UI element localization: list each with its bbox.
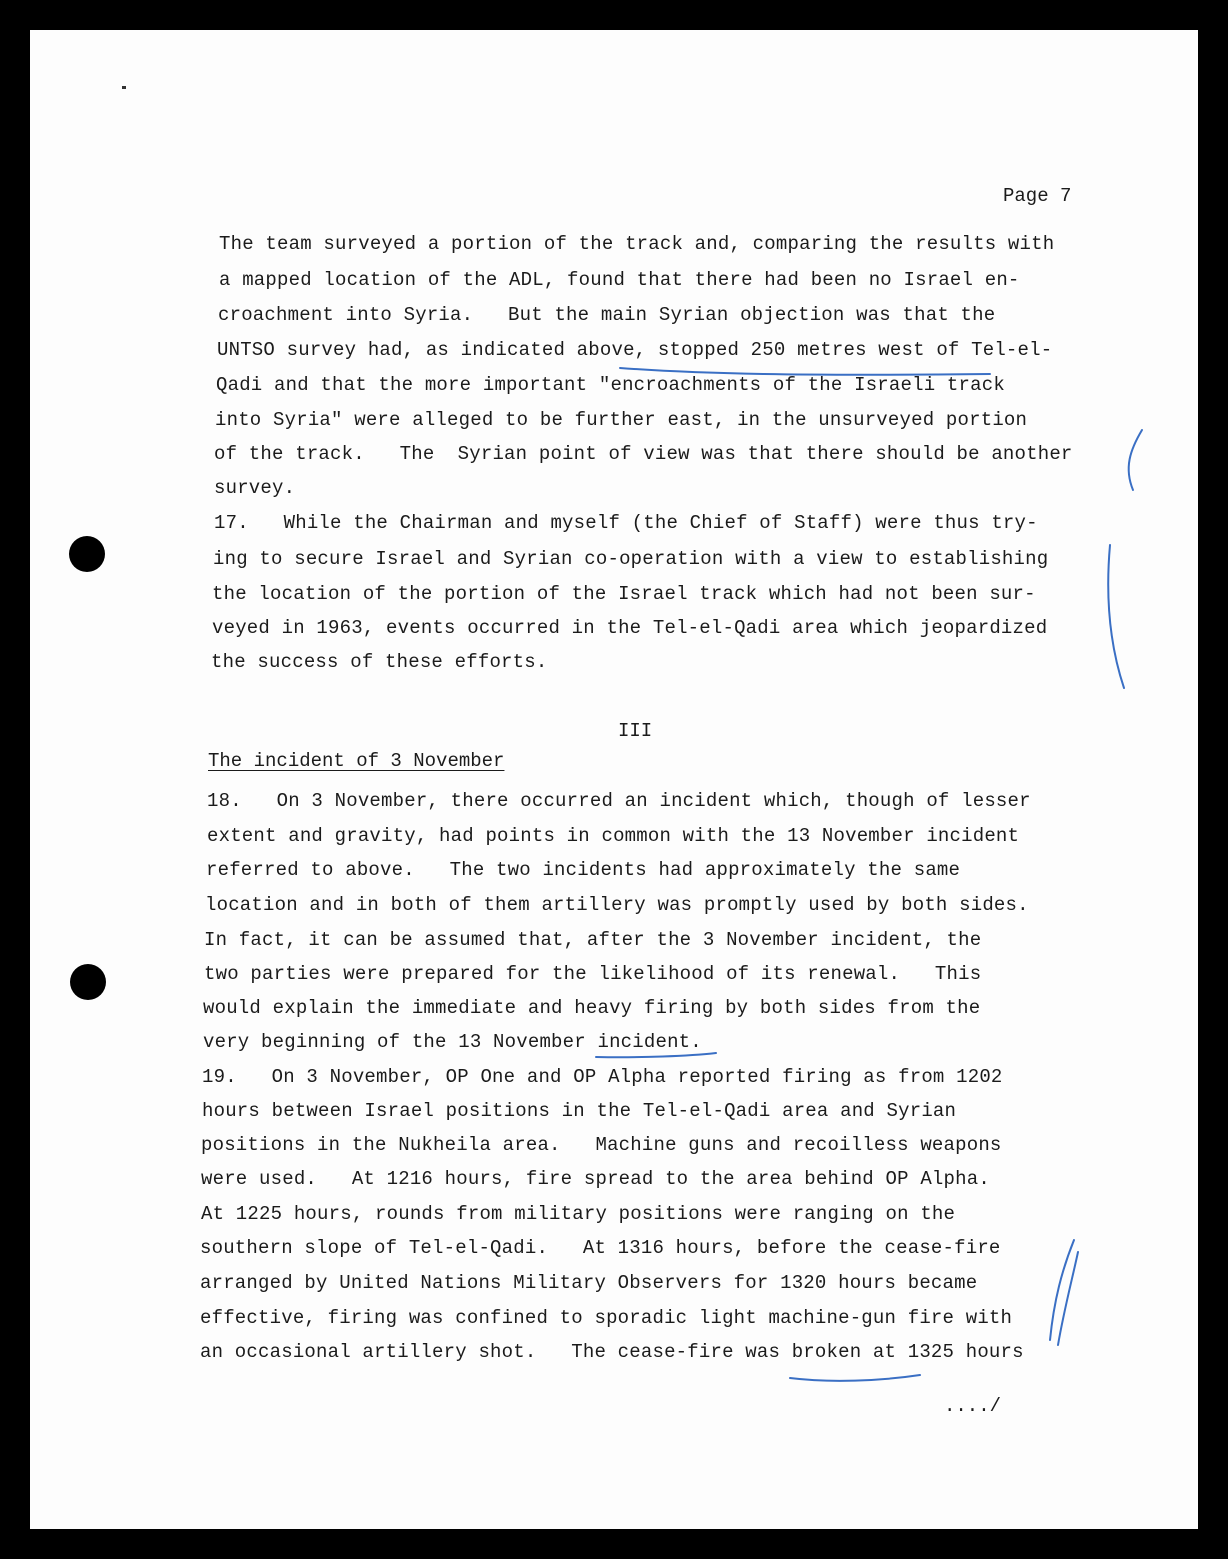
text-line: would explain the immediate and heavy firing by both sides from the: [203, 997, 981, 1019]
page-number: Page 7: [1003, 185, 1072, 207]
pen-margin-bracket-upper: [1129, 430, 1142, 490]
text-line: two parties were prepared for the likelihood of its renewal. This: [204, 963, 982, 985]
text-line: veyed in 1963, events occurred in the Tel-el-Qadi area which jeopardized: [212, 617, 1048, 639]
text-line: a mapped location of the ADL, found that there had been no Israel en-: [219, 269, 1020, 291]
text-line: positions in the Nukheila area. Machine guns and recoilless weapons: [201, 1134, 1002, 1156]
text-line: of the track. The Syrian point of view was that there should be another: [214, 443, 1073, 465]
text-line: In fact, it can be assumed that, after the 3 November incident, the: [204, 929, 982, 951]
text-line: UNTSO survey had, as indicated above, stopped 250 metres west of Tel-el-: [217, 339, 1053, 361]
section-heading: The incident of 3 November: [208, 750, 505, 772]
text-line: into Syria" were alleged to be further east, in the unsurveyed portion: [215, 409, 1028, 431]
text-line: hours between Israel positions in the Tel-el-Qadi area and Syrian: [202, 1100, 957, 1122]
continuation-marker: ..../: [944, 1395, 1002, 1417]
text-line: very beginning of the 13 November incident.: [203, 1031, 702, 1053]
text-line: an occasional artillery shot. The cease-fire was broken at 1325 hours: [200, 1341, 1024, 1363]
text-line: 18. On 3 November, there occurred an incident which, though of lesser: [207, 790, 1031, 812]
pen-underline-broken: [790, 1375, 920, 1381]
text-line: the location of the portion of the Israel track which had not been sur-: [212, 583, 1036, 605]
text-line: 19. On 3 November, OP One and OP Alpha reported firing as from 1202: [202, 1066, 1003, 1088]
pen-margin-bracket-middle: [1108, 545, 1124, 688]
text-line: arranged by United Nations Military Observers for 1320 hours became: [200, 1272, 978, 1294]
text-line: The team surveyed a portion of the track and, comparing the results with: [219, 233, 1055, 255]
text-line: were used. At 1216 hours, fire spread to the area behind OP Alpha.: [201, 1168, 990, 1190]
text-line: ing to secure Israel and Syrian co-operation with a view to establishing: [213, 548, 1049, 570]
text-line: location and in both of them artillery was promptly used by both sides.: [205, 894, 1029, 916]
text-line: southern slope of Tel-el-Qadi. At 1316 hours, before the cease-fire: [200, 1237, 1001, 1259]
text-line: the success of these efforts.: [211, 651, 548, 673]
text-line: extent and gravity, had points in common with the 13 November incident: [207, 825, 1020, 847]
text-line: croachment into Syria. But the main Syrian objection was that the: [218, 304, 996, 326]
pen-underline-above: [620, 368, 990, 375]
text-line: effective, firing was confined to sporadic light machine-gun fire with: [200, 1307, 1013, 1329]
text-line: referred to above. The two incidents had approximately the same: [206, 859, 961, 881]
pen-margin-mark-lower: [1050, 1240, 1078, 1345]
text-line: survey.: [214, 477, 296, 499]
text-line: At 1225 hours, rounds from military positions were ranging on the: [201, 1203, 956, 1225]
text-line: 17. While the Chairman and myself (the Chief of Staff) were thus try-: [214, 512, 1038, 534]
text-line: Qadi and that the more important "encroachments of the Israeli track: [216, 374, 1005, 396]
pen-underline-incident: [596, 1053, 716, 1057]
section-number: III: [618, 720, 653, 742]
